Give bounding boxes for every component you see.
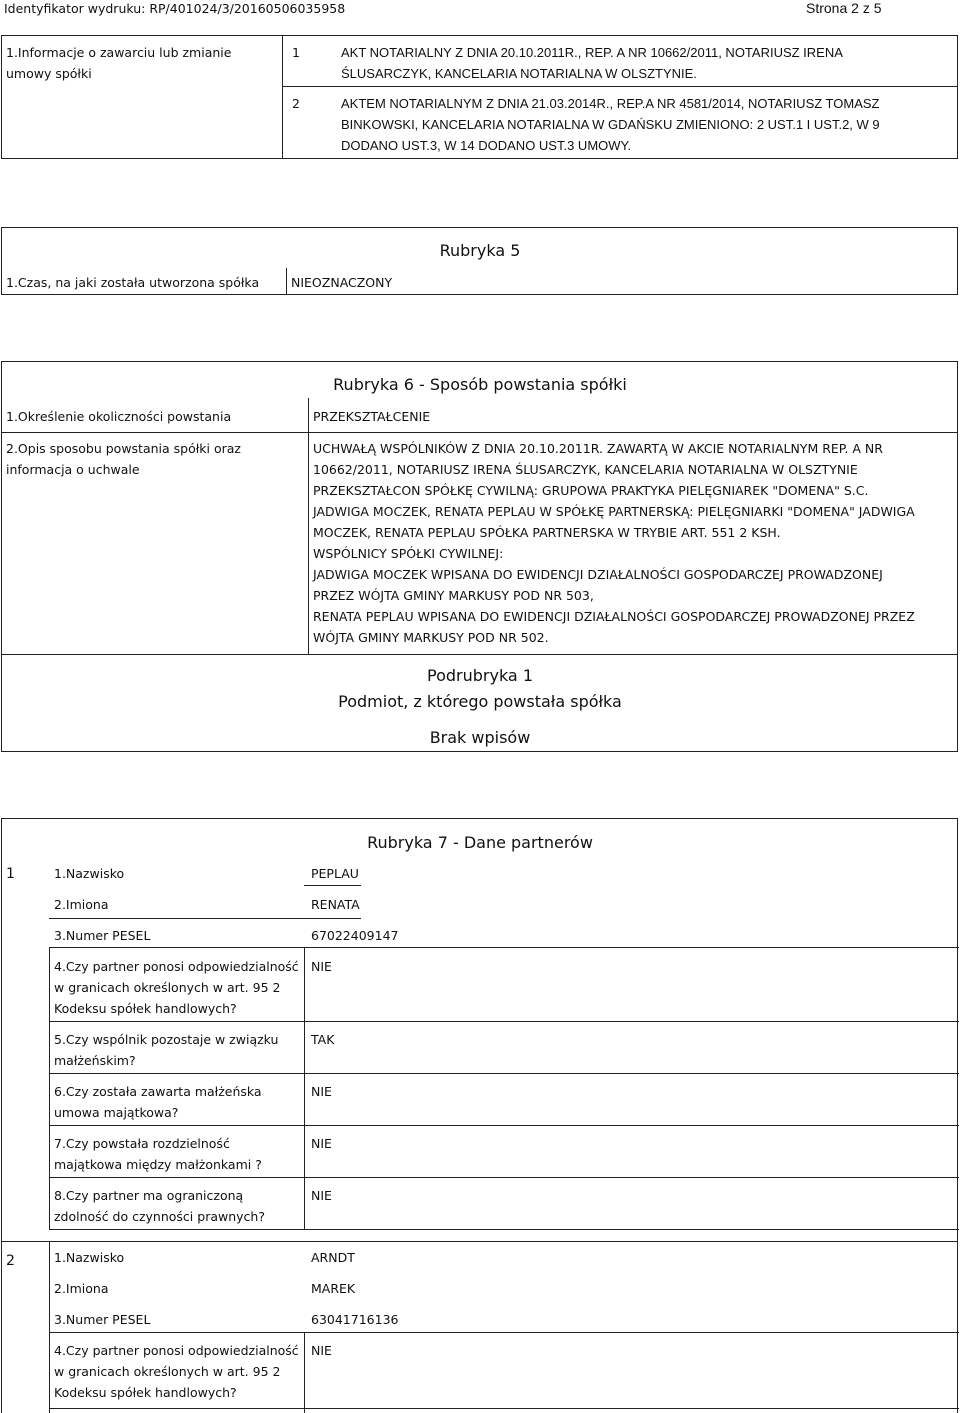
property-separation-answer: NIE: [311, 1136, 332, 1151]
given-names-value: MAREK: [311, 1281, 356, 1296]
pesel-value: 67022409147: [311, 928, 399, 943]
marriage-question: 5.Czy wspólnik pozostaje w związku małżeńskim?: [54, 1032, 279, 1068]
origin-circumstance-label: 1.Określenie okoliczności powstania: [6, 409, 232, 424]
surname-label: 1.Nazwisko: [54, 866, 125, 881]
partner-number: 1: [6, 866, 15, 882]
given-names-label: 2.Imiona: [54, 1281, 109, 1296]
origin-description-text: UCHWAŁĄ WSPÓLNIKÓW Z DNIA 20.10.2011R. ZAWARTĄ W AKCIE NOTARIALNYM REP. A NR 10662/2011, NOTARIUSZ IRENA ŚLUSARCZYK, KANCELARIA NOTARIALNA W OLSZTYNIE PRZEKSZTAŁCON SPÓŁKĘ CYWILNĄ: GRUPOWA PRAKTYKA PIELĘGNIAREK "DOMENA" S.C. JADWIGA MOCZEK, RENATA PEPLAU W SPÓŁKĘ PARTNERSKĄ: PIELĘGNIARKI "DOMENA" JADWIGA MOCZEK, RENATA PEPLAU SPÓŁKA PARTNERSKA W TRYBIE ART. 551 2 KSH. WSPÓLNICY SPÓŁKI CYWILNEJ: JADWIGA MOCZEK WPISANA DO EWIDENCJI DZIAŁALNOŚCI GOSPODARCZEJ PROWADZONEJ PRZEZ WÓJTA GMINY MARKUSY POD NR 503, RENATA PEPLAU WPISANA DO EWIDENCJI DZIAŁALNOŚCI GOSPODARCZEJ PROWADZONEJ PRZEZ WÓJTA GMINY MARKUSY POD NR 502.: [313, 441, 915, 645]
duration-value: NIEOZNACZONY: [291, 275, 393, 290]
property-separation-question: 7.Czy powstała rozdzielność majątkowa między małżonkami ?: [54, 1136, 262, 1172]
agreement-entry-number: 1: [292, 45, 300, 60]
surname-value: ARNDT: [311, 1250, 355, 1265]
given-names-value: RENATA: [311, 897, 360, 912]
agreement-info-label: 1.Informacje o zawarciu lub zmianie umowy spółki: [6, 45, 232, 81]
liability-answer: NIE: [311, 959, 332, 974]
pesel-value: 63041716136: [311, 1312, 399, 1327]
marital-agreement-answer: NIE: [311, 1084, 332, 1099]
agreement-entry-text: AKT NOTARIALNY Z DNIA 20.10.2011R., REP. A NR 10662/2011, NOTARIUSZ IRENA ŚLUSARCZYK, KANCELARIA NOTARIALNA W OLSZTYNIE.: [341, 45, 843, 81]
given-names-label: 2.Imiona: [54, 897, 109, 912]
partner-number: 2: [6, 1253, 15, 1269]
liability-question: 4.Czy partner ponosi odpowiedzialność w granicach określonych w art. 95 2 Kodeksu spółek handlowych?: [54, 1343, 299, 1400]
marriage-answer: TAK: [311, 1032, 335, 1047]
legal-capacity-answer: NIE: [311, 1188, 332, 1203]
origin-description-label: 2.Opis sposobu powstania spółki oraz informacja o uchwale: [6, 441, 241, 477]
rubryka-7-title: Rubryka 7 - Dane partnerów: [367, 833, 593, 852]
surname-label: 1.Nazwisko: [54, 1250, 125, 1265]
pesel-label: 3.Numer PESEL: [54, 928, 151, 943]
marital-agreement-question: 6.Czy została zawarta małżeńska umowa majątkowa?: [54, 1084, 262, 1120]
surname-value: PEPLAU: [311, 866, 359, 881]
page-number: Strona 2 z 5: [806, 0, 882, 16]
duration-label: 1.Czas, na jaki została utworzona spółka: [6, 275, 260, 290]
pesel-label: 3.Numer PESEL: [54, 1312, 151, 1327]
subsection-subtitle: Podmiot, z którego powstała spółka: [338, 692, 622, 711]
agreement-entry-number: 2: [292, 96, 300, 111]
legal-capacity-question: 8.Czy partner ma ograniczoną zdolność do czynności prawnych?: [54, 1188, 265, 1224]
agreement-entry-text: AKTEM NOTARIALNYM Z DNIA 21.03.2014R., REP.A NR 4581/2014, NOTARIUSZ TOMASZ BINKOWSKI, KANCELARIA NOTARIALNA W GDAŃSKU ZMIENIONO: 2 UST.1 I UST.2, W 9 DODANO UST.3, W 14 DODANO UST.3 UMOWY.: [341, 96, 880, 153]
rubryka-5-title: Rubryka 5: [439, 241, 521, 260]
liability-question: 4.Czy partner ponosi odpowiedzialność w granicach określonych w art. 95 2 Kodeksu spółek handlowych?: [54, 959, 299, 1016]
liability-answer: NIE: [311, 1343, 332, 1358]
rubryka-6-title: Rubryka 6 - Sposób powstania spółki: [333, 375, 627, 394]
origin-circumstance-value: PRZEKSZTAŁCENIE: [313, 409, 431, 424]
subsection-title: Podrubryka 1: [427, 666, 533, 685]
print-identifier: Identyfikator wydruku: RP/401024/3/20160506035958: [4, 1, 346, 16]
subsection-empty-note: Brak wpisów: [429, 728, 531, 747]
